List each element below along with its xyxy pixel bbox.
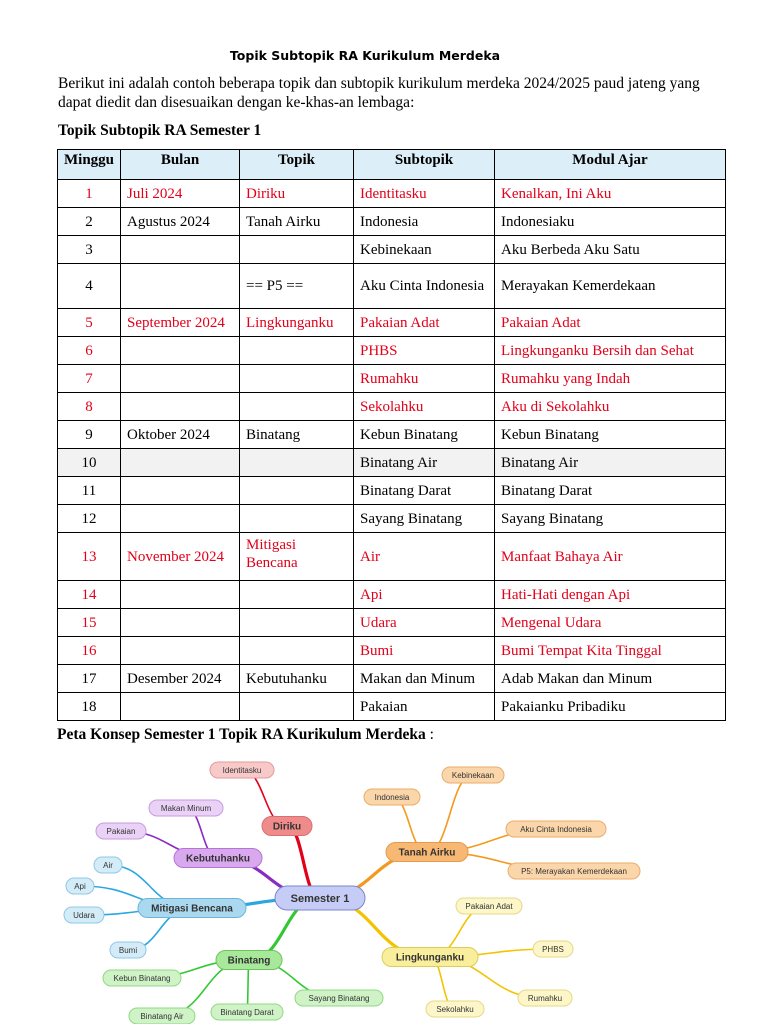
cell-subtopik: Pakaian	[354, 693, 495, 721]
cell-topik	[240, 393, 354, 421]
cell-subtopik: Makan dan Minum	[354, 665, 495, 693]
map-node-p5	[508, 863, 640, 879]
cell-subtopik: PHBS	[354, 337, 495, 365]
header-bulan: Bulan	[121, 150, 240, 180]
map-label-aku-cinta: Aku Cinta Indonesia	[520, 824, 592, 834]
map-node-rumahku	[518, 990, 572, 1006]
cell-modul: Kebun Binatang	[495, 421, 726, 449]
cell-modul: Lingkunganku Bersih dan Sehat	[495, 337, 726, 365]
cell-modul: Binatang Darat	[495, 477, 726, 505]
cell-modul: Sayang Binatang	[495, 505, 726, 533]
table-row	[58, 421, 726, 449]
table-row	[58, 533, 726, 581]
header-modul-ajar: Modul Ajar	[495, 150, 726, 180]
map-node-identitasku	[210, 762, 274, 778]
cell-bulan	[121, 337, 240, 365]
map-label-sekolahku: Sekolahku	[436, 1004, 474, 1014]
cell-topik	[240, 365, 354, 393]
table-row	[58, 309, 726, 337]
cell-minggu: 17	[58, 665, 121, 693]
map-label-kebutuhanku: Kebutuhanku	[186, 853, 250, 865]
table-row	[58, 477, 726, 505]
cell-modul: Adab Makan dan Minum	[495, 665, 726, 693]
table-row	[58, 365, 726, 393]
map-node-pakaian-adat	[456, 898, 522, 914]
cell-bulan: Agustus 2024	[121, 208, 240, 236]
cell-topik: == P5 ==	[240, 264, 354, 309]
table-header-row	[58, 150, 726, 180]
map-node-center	[275, 886, 365, 910]
cell-subtopik: Kebinekaan	[354, 236, 495, 264]
map-node-binatang	[216, 951, 282, 970]
cell-bulan	[121, 236, 240, 264]
cell-topik	[240, 693, 354, 721]
cell-topik: Tanah Airku	[240, 208, 354, 236]
table-row	[58, 264, 726, 309]
cell-modul: Pakaianku Pribadiku	[495, 693, 726, 721]
cell-subtopik: Indonesia	[354, 208, 495, 236]
map-label-pakaian-adat: Pakaian Adat	[465, 901, 513, 911]
map-node-kebinekaan	[442, 767, 504, 783]
cell-minggu: 7	[58, 365, 121, 393]
cell-subtopik: Api	[354, 581, 495, 609]
table-row	[58, 693, 726, 721]
map-label-makan-minum: Makan Minum	[160, 803, 212, 813]
map-node-phbs	[533, 941, 573, 957]
map-label-udara: Udara	[73, 910, 95, 920]
map-node-lingkunganku	[382, 948, 478, 967]
cell-modul: Indonesiaku	[495, 208, 726, 236]
cell-bulan	[121, 693, 240, 721]
cell-bulan: Oktober 2024	[121, 421, 240, 449]
cell-topik: Lingkunganku	[240, 309, 354, 337]
map-label-pakaian: Pakaian	[106, 826, 136, 836]
cell-topik	[240, 581, 354, 609]
cell-topik	[240, 609, 354, 637]
cell-modul: Manfaat Bahaya Air	[495, 533, 726, 581]
map-node-pakaian	[96, 823, 146, 839]
map-label-p5: P5: Merayakan Kemerdekaan	[521, 866, 627, 876]
map-label-api: Api	[74, 881, 86, 891]
cell-modul: Aku di Sekolahku	[495, 393, 726, 421]
section-heading-peta-konsep	[57, 726, 434, 744]
cell-subtopik: Sayang Binatang	[354, 505, 495, 533]
map-node-makan-minum	[149, 800, 223, 816]
map-label-identitasku: Identitasku	[222, 765, 262, 775]
cell-minggu: 11	[58, 477, 121, 505]
cell-subtopik: Bumi	[354, 637, 495, 665]
map-node-kebutuhanku	[174, 849, 262, 868]
cell-topik	[240, 236, 354, 264]
cell-modul: Hati-Hati dengan Api	[495, 581, 726, 609]
map-label-tanah-airku: Tanah Airku	[398, 847, 456, 859]
cell-topik: Binatang	[240, 421, 354, 449]
cell-bulan	[121, 449, 240, 477]
cell-topik	[240, 337, 354, 365]
map-label-center: Semester 1	[290, 892, 350, 905]
map-node-sekolahku	[426, 1001, 484, 1017]
cell-bulan	[121, 264, 240, 309]
cell-bulan	[121, 365, 240, 393]
table-row	[58, 637, 726, 665]
table-row	[58, 393, 726, 421]
peta-konsep-suffix: :	[425, 726, 434, 743]
concept-map	[0, 748, 768, 1024]
cell-modul: Bumi Tempat Kita Tinggal	[495, 637, 726, 665]
cell-subtopik: Pakaian Adat	[354, 309, 495, 337]
cell-bulan	[121, 581, 240, 609]
cell-subtopik: Aku Cinta Indonesia	[354, 264, 495, 309]
cell-minggu: 18	[58, 693, 121, 721]
map-node-air	[94, 857, 122, 873]
map-node-kebun-binatang	[103, 970, 181, 986]
cell-bulan: November 2024	[121, 533, 240, 581]
map-label-sayang-binatang: Sayang Binatang	[308, 993, 370, 1003]
cell-minggu: 1	[58, 180, 121, 208]
map-node-indonesia	[364, 789, 420, 805]
map-label-kebinekaan: Kebinekaan	[451, 770, 495, 780]
map-label-phbs: PHBS	[542, 944, 564, 954]
cell-subtopik: Binatang Air	[354, 449, 495, 477]
map-node-bumi	[110, 942, 146, 958]
map-label-air: Air	[103, 860, 113, 870]
cell-minggu: 4	[58, 264, 121, 309]
table-row	[58, 609, 726, 637]
cell-minggu: 8	[58, 393, 121, 421]
cell-minggu: 2	[58, 208, 121, 236]
map-node-diriku	[262, 817, 312, 836]
section-heading-semester-1: Topik Subtopik RA Semester 1	[58, 122, 262, 139]
map-label-binatang-darat: Binatang Darat	[220, 1007, 274, 1017]
cell-minggu: 14	[58, 581, 121, 609]
cell-subtopik: Rumahku	[354, 365, 495, 393]
table-row	[58, 180, 726, 208]
table-row	[58, 337, 726, 365]
cell-bulan: September 2024	[121, 309, 240, 337]
cell-subtopik: Kebun Binatang	[354, 421, 495, 449]
map-branch-kebinekaan	[427, 775, 473, 852]
map-node-api	[66, 878, 94, 894]
cell-modul: Mengenal Udara	[495, 609, 726, 637]
cell-subtopik: Identitasku	[354, 180, 495, 208]
cell-bulan	[121, 477, 240, 505]
map-label-binatang: Binatang	[227, 955, 271, 967]
map-label-mitigasi: Mitigasi Bencana	[151, 903, 233, 915]
cell-topik: Mitigasi Bencana	[240, 533, 354, 581]
document-title: Topik Subtopik RA Kurikulum Merdeka	[229, 48, 501, 63]
cell-modul: Pakaian Adat	[495, 309, 726, 337]
peta-konsep-title: Peta Konsep Semester 1 Topik RA Kurikulum Merdeka	[57, 726, 426, 743]
cell-topik: Diriku	[240, 180, 354, 208]
cell-minggu: 16	[58, 637, 121, 665]
map-label-lingkunganku: Lingkunganku	[395, 952, 465, 964]
cell-minggu: 15	[58, 609, 121, 637]
cell-bulan	[121, 637, 240, 665]
cell-modul: Kenalkan, Ini Aku	[495, 180, 726, 208]
cell-topik	[240, 449, 354, 477]
intro-paragraph: Berikut ini adalah contoh beberapa topik dan subtopik kurikulum merdeka 2024/2025 paud jateng yang dapat diedit dan disesuaikan dengan ke-khas-an lembaga:	[58, 75, 700, 111]
cell-topik: Kebutuhanku	[240, 665, 354, 693]
cell-subtopik: Binatang Darat	[354, 477, 495, 505]
map-node-binatang-air	[129, 1008, 195, 1024]
cell-modul: Rumahku yang Indah	[495, 365, 726, 393]
topic-table	[57, 149, 726, 721]
cell-minggu: 5	[58, 309, 121, 337]
table-row	[58, 665, 726, 693]
table-row	[58, 505, 726, 533]
cell-bulan: Desember 2024	[121, 665, 240, 693]
table-row	[58, 208, 726, 236]
map-label-binatang-air: Binatang Air	[140, 1011, 184, 1021]
map-node-binatang-darat	[211, 1004, 283, 1020]
cell-minggu: 9	[58, 421, 121, 449]
cell-bulan	[121, 393, 240, 421]
map-node-tanah-airku	[386, 843, 468, 862]
map-label-rumahku: Rumahku	[527, 993, 563, 1003]
cell-minggu: 12	[58, 505, 121, 533]
cell-modul: Aku Berbeda Aku Satu	[495, 236, 726, 264]
table-row	[58, 581, 726, 609]
cell-topik	[240, 637, 354, 665]
cell-bulan	[121, 609, 240, 637]
cell-topik	[240, 505, 354, 533]
map-node-mitigasi	[138, 899, 246, 918]
map-label-diriku: Diriku	[272, 821, 302, 833]
cell-minggu: 10	[58, 449, 121, 477]
cell-topik	[240, 477, 354, 505]
cell-bulan: Juli 2024	[121, 180, 240, 208]
map-node-aku-cinta	[506, 821, 606, 837]
map-node-udara	[64, 907, 104, 923]
cell-minggu: 6	[58, 337, 121, 365]
cell-modul: Binatang Air	[495, 449, 726, 477]
table-row	[58, 236, 726, 264]
table-row	[58, 449, 726, 477]
cell-minggu: 13	[58, 533, 121, 581]
cell-bulan	[121, 505, 240, 533]
map-label-bumi: Bumi	[118, 945, 138, 955]
cell-subtopik: Sekolahku	[354, 393, 495, 421]
map-label-kebun-binatang: Kebun Binatang	[113, 973, 171, 983]
cell-minggu: 3	[58, 236, 121, 264]
cell-subtopik: Udara	[354, 609, 495, 637]
cell-subtopik: Air	[354, 533, 495, 581]
header-subtopik: Subtopik	[354, 150, 495, 180]
header-minggu: Minggu	[58, 150, 121, 180]
map-node-sayang-binatang	[295, 990, 383, 1006]
map-label-indonesia: Indonesia	[374, 792, 410, 802]
header-topik: Topik	[240, 150, 354, 180]
cell-modul: Merayakan Kemerdekaan	[495, 264, 726, 309]
